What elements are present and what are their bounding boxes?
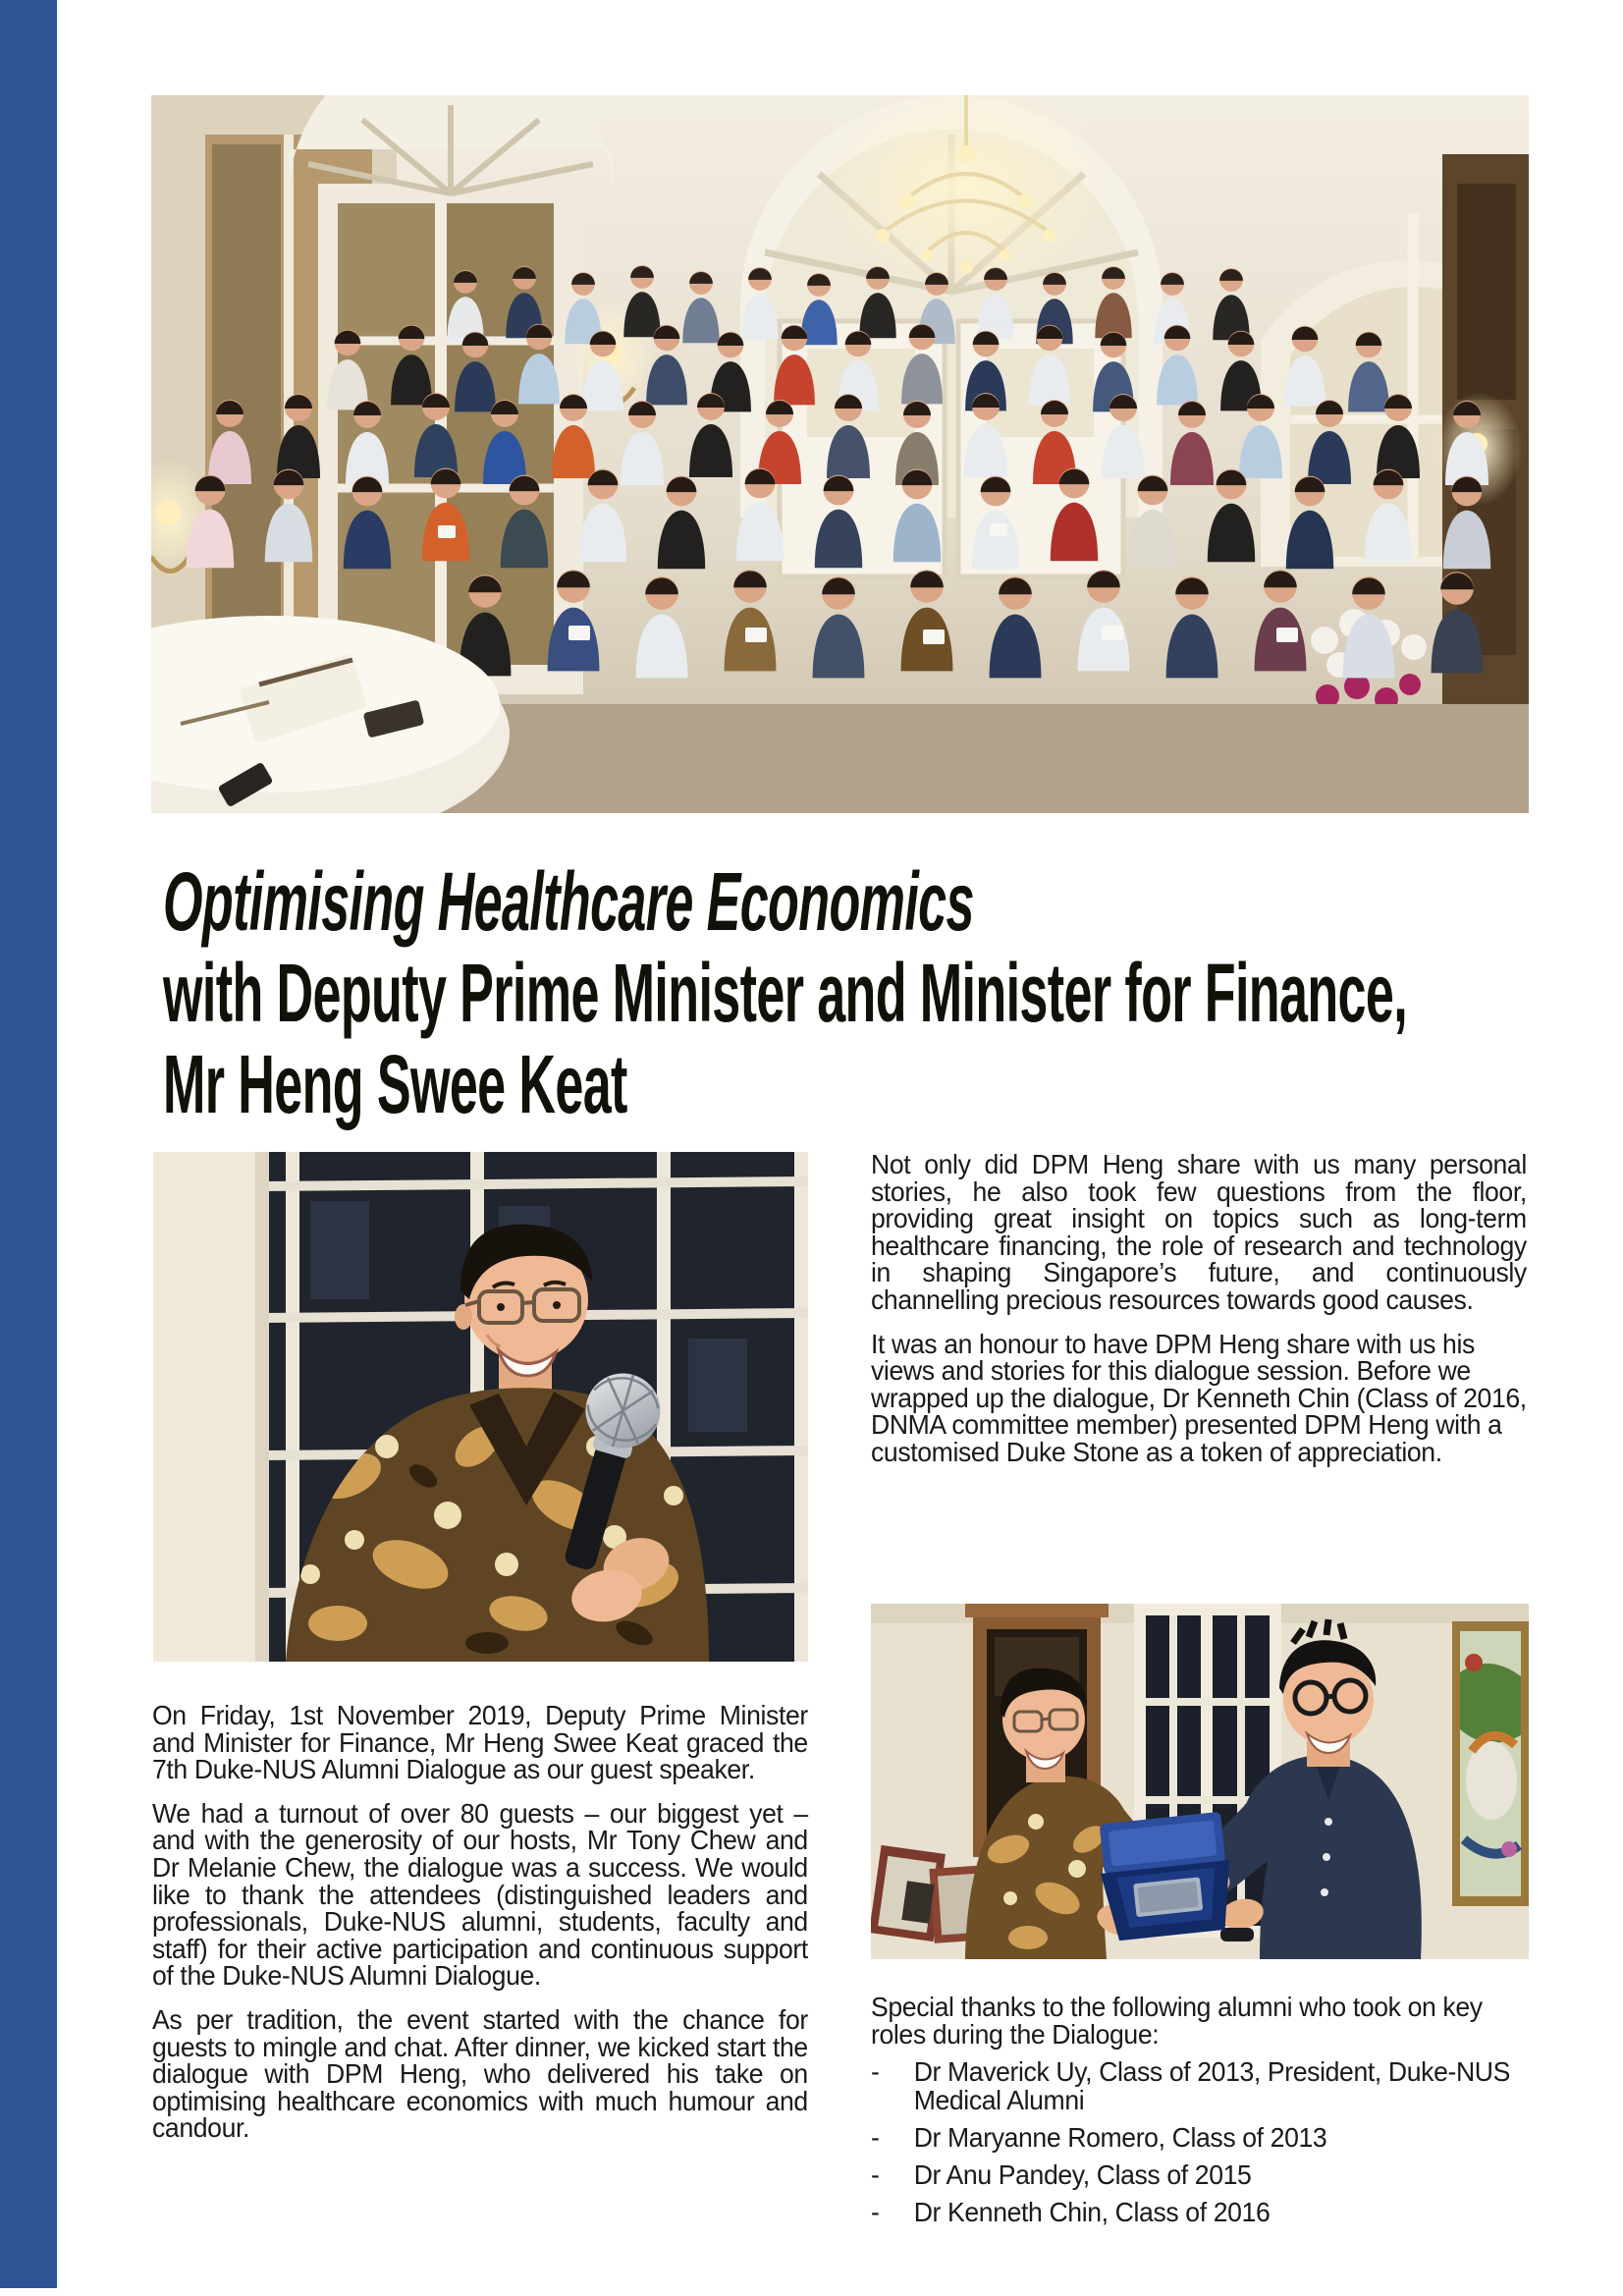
gift-box — [1096, 1811, 1237, 1941]
list-item-text: Dr Maryanne Romero, Class of 2013 — [913, 2122, 1327, 2154]
group-photo-illustration — [151, 95, 1529, 813]
bullet-dash: - — [871, 2159, 880, 2191]
bullet-dash: - — [871, 2197, 880, 2228]
right-column-top — [871, 1151, 1527, 1483]
bullet-dash: - — [871, 2122, 880, 2154]
title-line-1: Optimising Healthcare Economics — [163, 855, 974, 948]
paragraph: As per tradition, the event started with the chance for guests to mingle and chat. After dinner, we kicked start the dialogue with DPM Heng, who delivered his take on optimising healthcare economics with much humour and candour. — [152, 2003, 808, 2144]
left-accent-bar — [0, 0, 57, 2288]
list-item-text: Dr Anu Pandey, Class of 2015 — [913, 2159, 1252, 2191]
list-item — [871, 2198, 1527, 2226]
list-item — [871, 2057, 1527, 2114]
group-photo — [151, 95, 1529, 813]
paragraph: On Friday, 1st November 2019, Deputy Prime Minister and Minister for Finance, Mr Heng Swee Keat graced the 7th Duke-NUS Alumni Dialogue as our guest speaker. — [152, 1700, 808, 1785]
article-title — [163, 856, 1623, 1130]
speaker-photo — [153, 1152, 808, 1662]
bullet-dash: - — [871, 2056, 880, 2088]
paragraph: We had a turnout of over 80 guests – our biggest yet – and with the generosity of our hosts, Mr Tony Chew and Dr Melanie Chew, the dialogue was a success. We would like to thank the attendees (distinguished leaders and professionals, Duke-NUS alumni, students, faculty and staff) for their active participation and continuous support of the Duke-NUS Alumni Dialogue. — [152, 1797, 808, 1992]
right-column-bottom — [871, 1994, 1527, 2235]
gift-photo-illustration — [871, 1604, 1529, 1959]
list-item-text: Dr Maverick Uy, Class of 2013, President, Duke-NUS Medical Alumni — [913, 2056, 1510, 2116]
alumni-thanks-list — [871, 2057, 1527, 2226]
left-column — [152, 1702, 808, 2159]
title-line-3: Mr Heng Swee Keat — [163, 1038, 627, 1130]
title-line-2: with Deputy Prime Minister and Minister for Finance, — [163, 947, 1408, 1039]
paragraph: Not only did DPM Heng share with us many personal stories, he also took few questions from the floor, providing great insight on topics such as long-term healthcare financing, the role of research and technology in shaping Singapore’s future, and continuously channelling precious resources towards good causes. — [871, 1149, 1527, 1315]
list-item-text: Dr Kenneth Chin, Class of 2016 — [913, 2197, 1271, 2228]
painting — [1452, 1621, 1529, 1906]
list-item — [871, 2160, 1527, 2189]
gift-presentation-photo — [871, 1604, 1529, 1959]
paragraph: It was an honour to have DPM Heng share with us his views and stories for this dialogue session. Before we wrapped up the dialogue, Dr Kenneth Chin (Class of 2016, DNMA committee member) presented DPM Heng with a customised Duke Stone as a token of appreciation. — [871, 1328, 1527, 1467]
speaker-photo-illustration — [153, 1152, 808, 1662]
special-thanks-intro: Special thanks to the following alumni who took on key roles during the Dialogue: — [871, 1992, 1483, 2050]
list-item — [871, 2123, 1527, 2152]
